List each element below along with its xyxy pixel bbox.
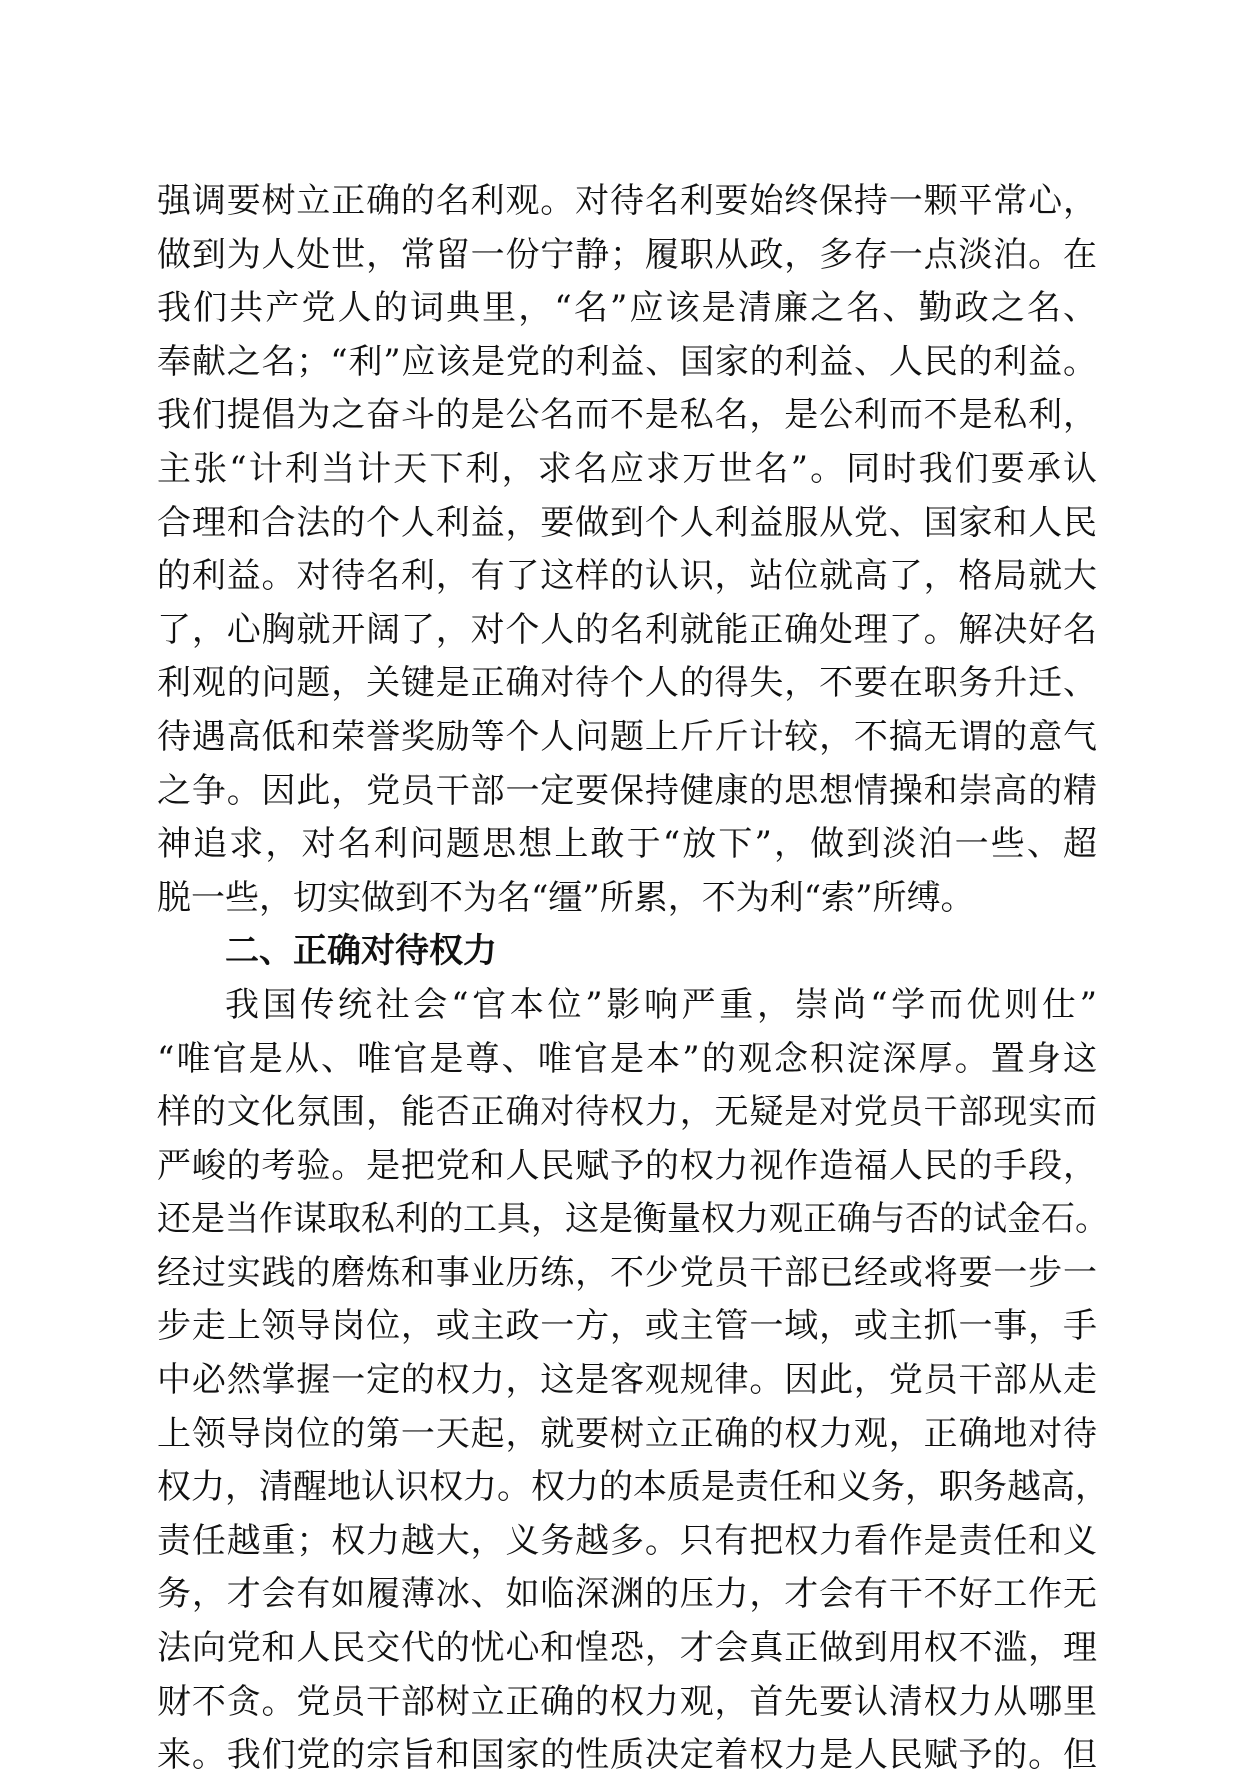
- text-line: 的利益。对待名利，有了这样的认识，站位就高了，格局就大: [157, 556, 1097, 597]
- text-line: 严峻的考验。是把党和人民赋予的权力视作造福人民的手段，: [157, 1145, 1097, 1186]
- text-line: 利观的问题，关键是正确对待个人的得失，不要在职务升迁、: [157, 663, 1097, 704]
- text-line: “唯官是从、唯官是尊、唯官是本”的观念积淀深厚。置身这: [157, 1038, 1097, 1079]
- text-line: 合理和合法的个人利益，要做到个人利益服从党、国家和人民: [157, 502, 1097, 543]
- text-line: 奉献之名；“利”应该是党的利益、国家的利益、人民的利益。: [157, 341, 1097, 382]
- text-line: 还是当作谋取私利的工具，这是衡量权力观正确与否的试金石。: [157, 1199, 1109, 1240]
- paragraph-name-and-profit: [157, 175, 1097, 925]
- text-line: 我国传统社会“官本位”影响严重，崇尚“学而优则仕”: [225, 984, 1097, 1025]
- text-line: 了，心胸就开阔了，对个人的名利就能正确处理了。解决好名: [157, 609, 1097, 650]
- text-line: 强调要树立正确的名利观。对待名利要始终保持一颗平常心，: [157, 181, 1097, 221]
- document-body: [157, 175, 1109, 1783]
- text-line: 经过实践的磨炼和事业历练，不少党员干部已经或将要一步一: [157, 1252, 1097, 1293]
- text-line: 法向党和人民交代的忧心和惶恐，才会真正做到用权不滥，理: [157, 1628, 1097, 1669]
- text-line: 中必然掌握一定的权力，这是客观规律。因此，党员干部从走: [157, 1360, 1097, 1401]
- text-line: 务，才会有如履薄冰、如临深渊的压力，才会有干不好工作无: [157, 1574, 1097, 1615]
- text-line: 财不贪。党员干部树立正确的权力观，首先要认清权力从哪里: [157, 1681, 1097, 1722]
- text-line: 样的文化氛围，能否正确对待权力，无疑是对党员干部现实而: [157, 1092, 1097, 1133]
- text-line: 权力，清醒地认识权力。权力的本质是责任和义务，职务越高，: [157, 1467, 1109, 1508]
- text-line: 神追求，对名利问题思想上敢于“放下”，做到淡泊一些、超: [157, 824, 1097, 865]
- text-line: 做到为人处世，常留一份宁静；履职从政，多存一点淡泊。在: [157, 234, 1097, 275]
- section-heading: 二、正确对待权力: [225, 931, 497, 972]
- paragraph-power: [157, 979, 1109, 1783]
- text-line: 主张“计利当计天下利，求名应求万世名”。同时我们要承认: [157, 448, 1097, 489]
- text-line: 之争。因此，党员干部一定要保持健康的思想情操和崇高的精: [157, 770, 1097, 811]
- text-line: 我们提倡为之奋斗的是公名而不是私名，是公利而不是私利，: [157, 395, 1097, 436]
- text-line: 责任越重；权力越大，义务越多。只有把权力看作是责任和义: [157, 1520, 1097, 1561]
- text-line: 上领导岗位的第一天起，就要树立正确的权力观，正确地对待: [157, 1413, 1097, 1454]
- text-line: 步走上领导岗位，或主政一方，或主管一域，或主抓一事，手: [157, 1306, 1097, 1347]
- text-line: 脱一些，切实做到不为名“缰”所累，不为利“索”所缚。: [157, 877, 975, 918]
- text-line: 来。我们党的宗旨和国家的性质决定着权力是人民赋予的。但: [157, 1735, 1097, 1776]
- text-line: 待遇高低和荣誉奖励等个人问题上斤斤计较，不搞无谓的意气: [157, 716, 1097, 757]
- text-line: 我们共产党人的词典里，“名”应该是清廉之名、勤政之名、: [157, 288, 1097, 329]
